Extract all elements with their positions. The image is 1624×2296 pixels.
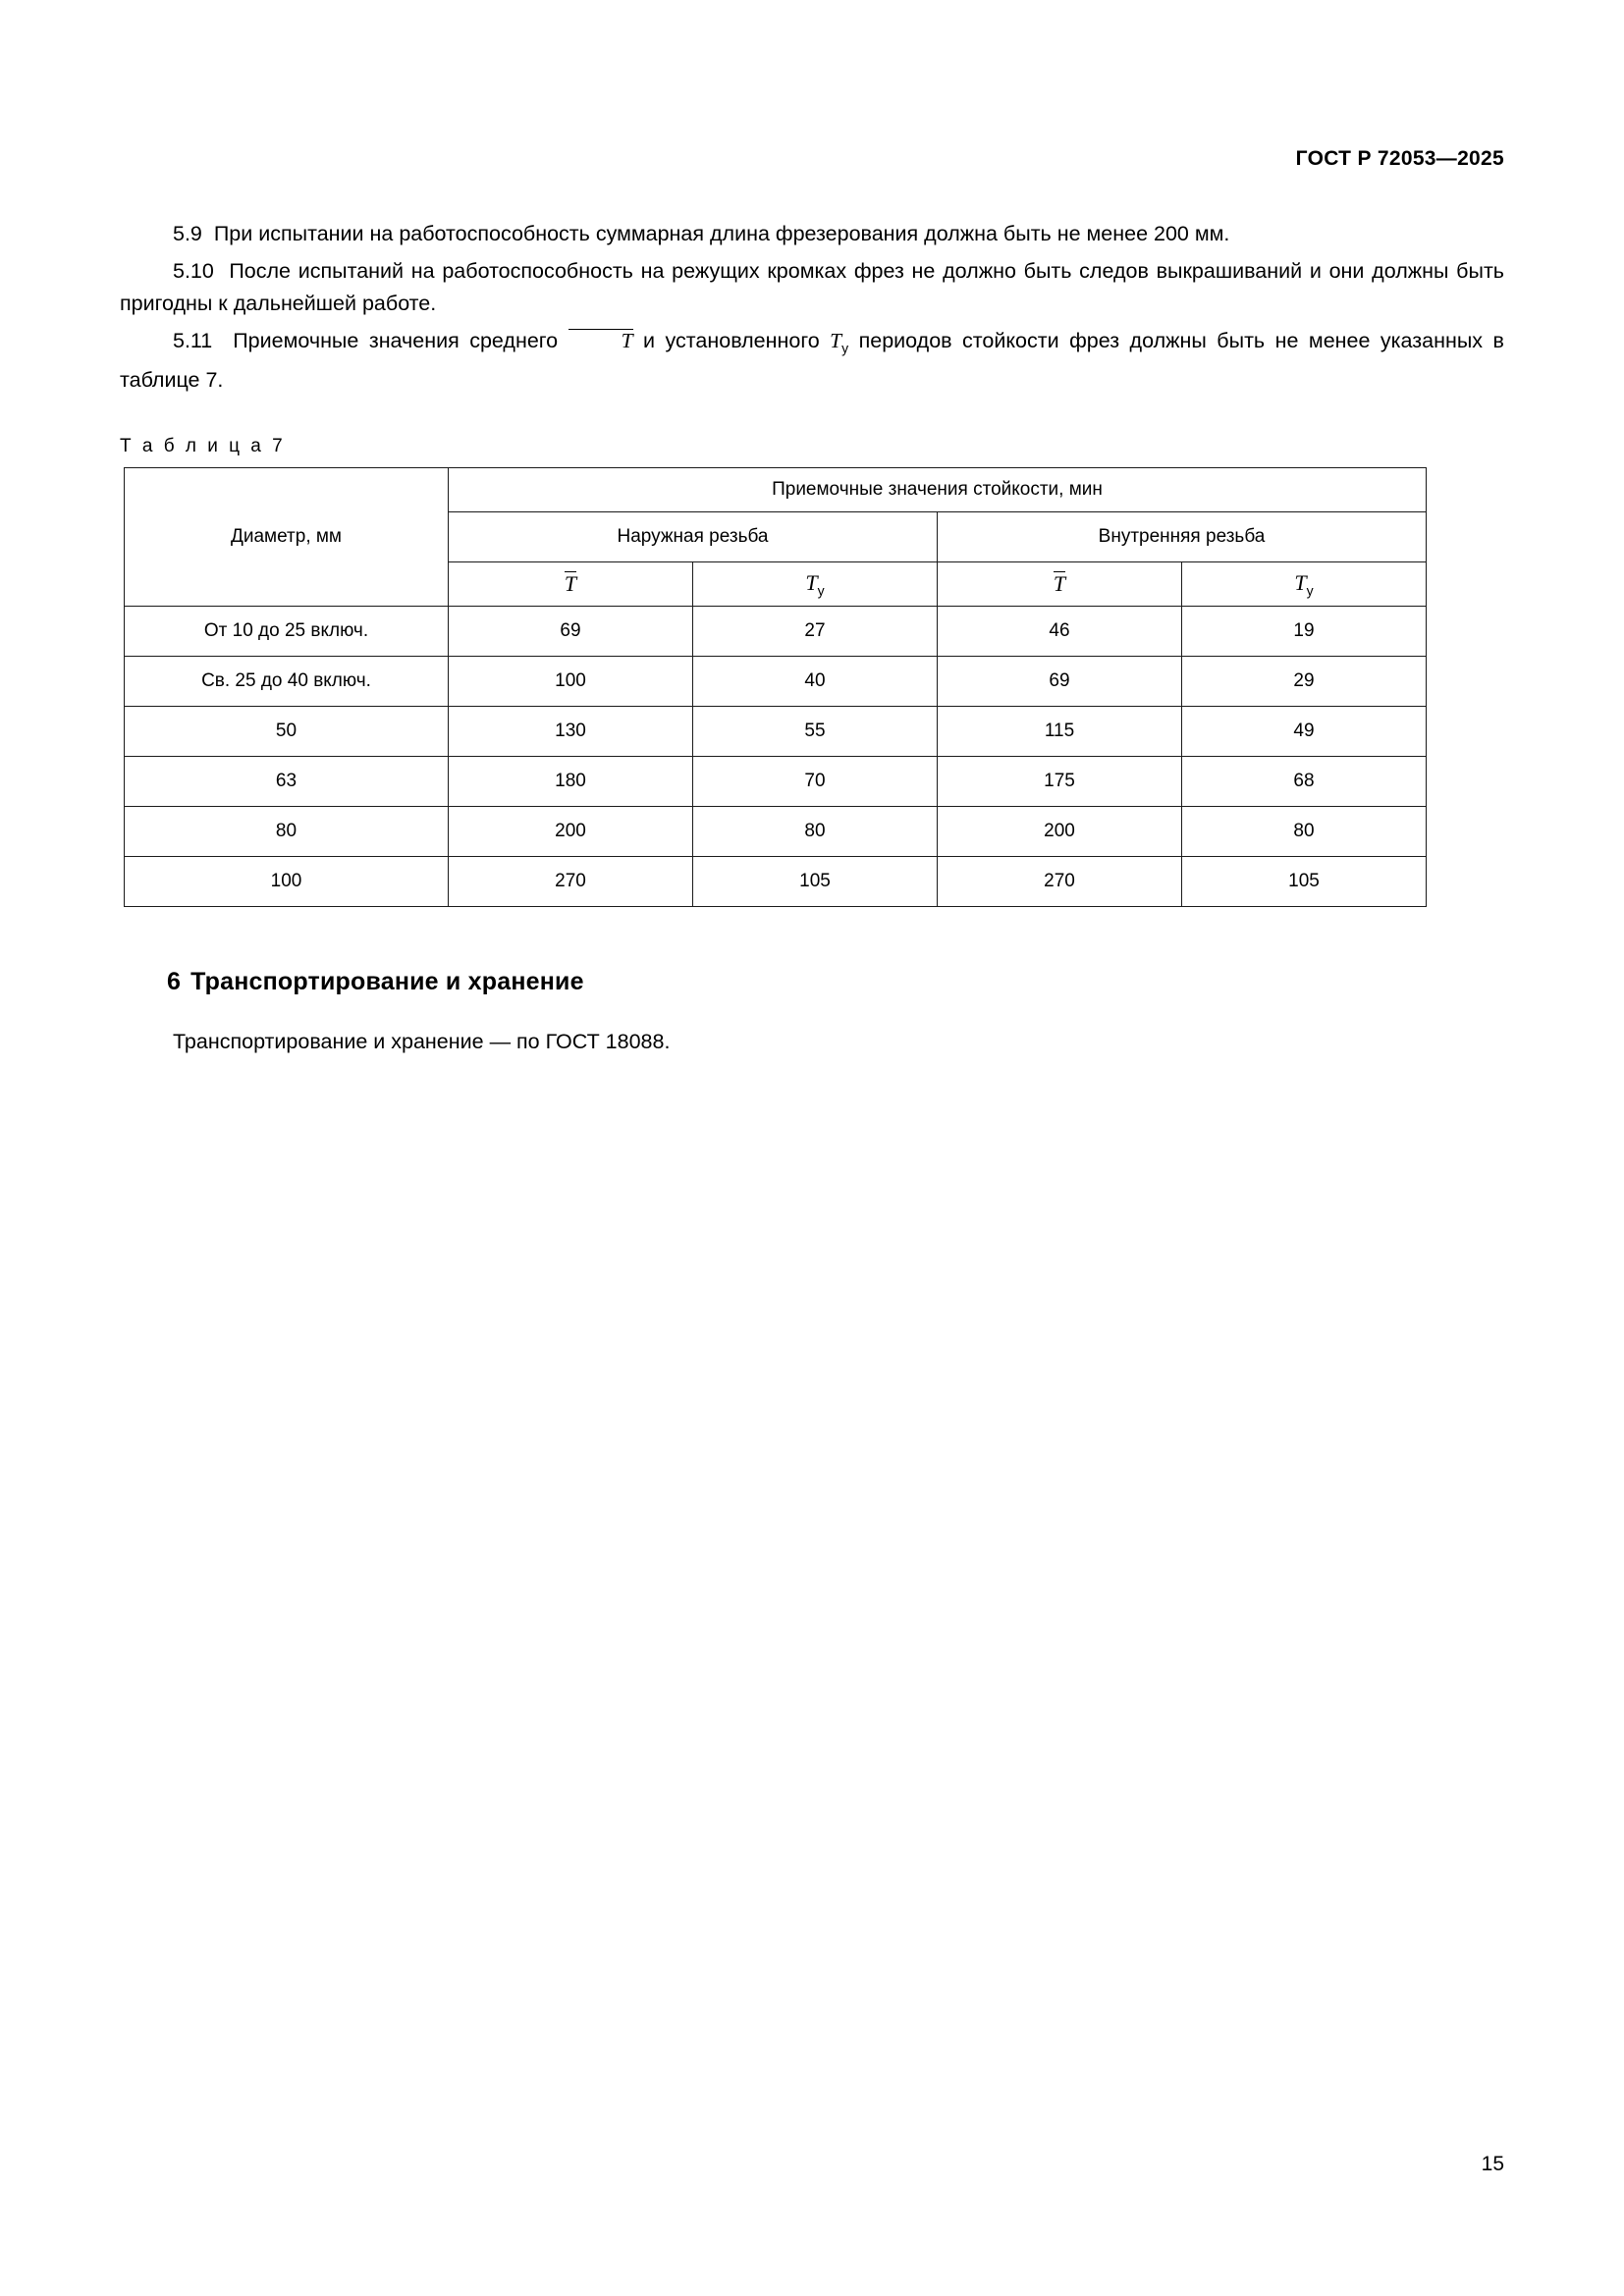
cell-outer-set: 80 [693, 807, 938, 857]
cell-inner-set: 19 [1182, 607, 1427, 657]
cell-diameter: От 10 до 25 включ. [125, 607, 449, 657]
cell-outer-set: 70 [693, 757, 938, 807]
table-header-acceptance-values: Приемочные значения стойкости, мин [449, 468, 1427, 512]
cell-inner-mean: 115 [938, 707, 1182, 757]
cell-inner-set: 49 [1182, 707, 1427, 757]
paragraph-5-9-text: При испытании на работоспособность суммарная длина фрезерования должна быть не менее 200 мм. [213, 222, 1230, 245]
table-row [125, 807, 1427, 857]
paragraph-5-11 [120, 325, 1504, 397]
cell-diameter: Св. 25 до 40 включ. [125, 657, 449, 707]
cell-inner-set: 105 [1182, 857, 1427, 907]
table-header-diameter: Диаметр, мм [125, 468, 449, 607]
table-header-inner-mean-symbol: T [938, 562, 1182, 607]
table-header-outer-mean-symbol: T [449, 562, 693, 607]
section-body-text: Транспортирование и хранение — по ГОСТ 18088. [173, 1030, 671, 1054]
table-row [125, 657, 1427, 707]
cell-diameter: 63 [125, 757, 449, 807]
paragraph-5-11-text-part2: и установленного [643, 329, 820, 352]
table-header-outer-set-symbol: $T_у$ [693, 562, 938, 607]
table-row [125, 707, 1427, 757]
cell-outer-mean: 130 [449, 707, 693, 757]
section-heading [167, 968, 1504, 996]
section-title: Транспортирование и хранение [190, 968, 584, 996]
cell-inner-mean: 200 [938, 807, 1182, 857]
table-row [125, 607, 1427, 657]
table-row [125, 857, 1427, 907]
page-number: 15 [1481, 2153, 1504, 2175]
cell-inner-mean: 270 [938, 857, 1182, 907]
cell-inner-set: 29 [1182, 657, 1427, 707]
section-number: 6 [167, 968, 182, 996]
cell-outer-mean: 200 [449, 807, 693, 857]
cell-diameter: 80 [125, 807, 449, 857]
paragraph-5-9 [120, 218, 1504, 250]
paragraph-5-10 [120, 255, 1504, 320]
cell-outer-set: 27 [693, 607, 938, 657]
cell-inner-mean: 69 [938, 657, 1182, 707]
table-row [125, 757, 1427, 807]
cell-outer-set: 105 [693, 857, 938, 907]
paragraph-5-11-text-part1: Приемочные значения среднего [233, 329, 559, 352]
cell-outer-mean: 69 [449, 607, 693, 657]
document-content [120, 218, 1504, 1058]
cell-inner-set: 68 [1182, 757, 1427, 807]
cell-inner-mean: 46 [938, 607, 1182, 657]
symbol-set-period: $T_у$ [830, 329, 849, 356]
paragraph-5-11-number: 5.11 [173, 329, 213, 352]
durability-values-table [124, 467, 1427, 907]
cell-inner-mean: 175 [938, 757, 1182, 807]
cell-outer-set: 55 [693, 707, 938, 757]
cell-outer-mean: 270 [449, 857, 693, 907]
paragraph-5-10-number: 5.10 [173, 259, 214, 283]
paragraph-5-9-number: 5.9 [173, 222, 202, 245]
table-caption: Т а б л и ц а 7 [120, 436, 286, 457]
paragraph-5-11-text-part3: периодов стойкости фрез должны быть не менее указанных в таблице 7. [120, 329, 1504, 393]
table-header-outer-thread: Наружная резьба [449, 512, 938, 562]
symbol-mean-period: T [568, 329, 633, 352]
table-header-row-1 [125, 468, 1427, 512]
cell-outer-mean: 180 [449, 757, 693, 807]
cell-diameter: 100 [125, 857, 449, 907]
paragraph-5-10-text: После испытаний на работоспособность на режущих кромках фрез не должно быть следов выкрашиваний и они должны быть пригодны к дальнейшей работе. [120, 259, 1504, 315]
table-header-inner-thread: Внутренняя резьба [938, 512, 1427, 562]
cell-inner-set: 80 [1182, 807, 1427, 857]
page-header-standard-id: ГОСТ Р 72053—2025 [1295, 147, 1504, 170]
cell-outer-mean: 100 [449, 657, 693, 707]
cell-outer-set: 40 [693, 657, 938, 707]
table-header-inner-set-symbol: $T_у$ [1182, 562, 1427, 607]
cell-diameter: 50 [125, 707, 449, 757]
